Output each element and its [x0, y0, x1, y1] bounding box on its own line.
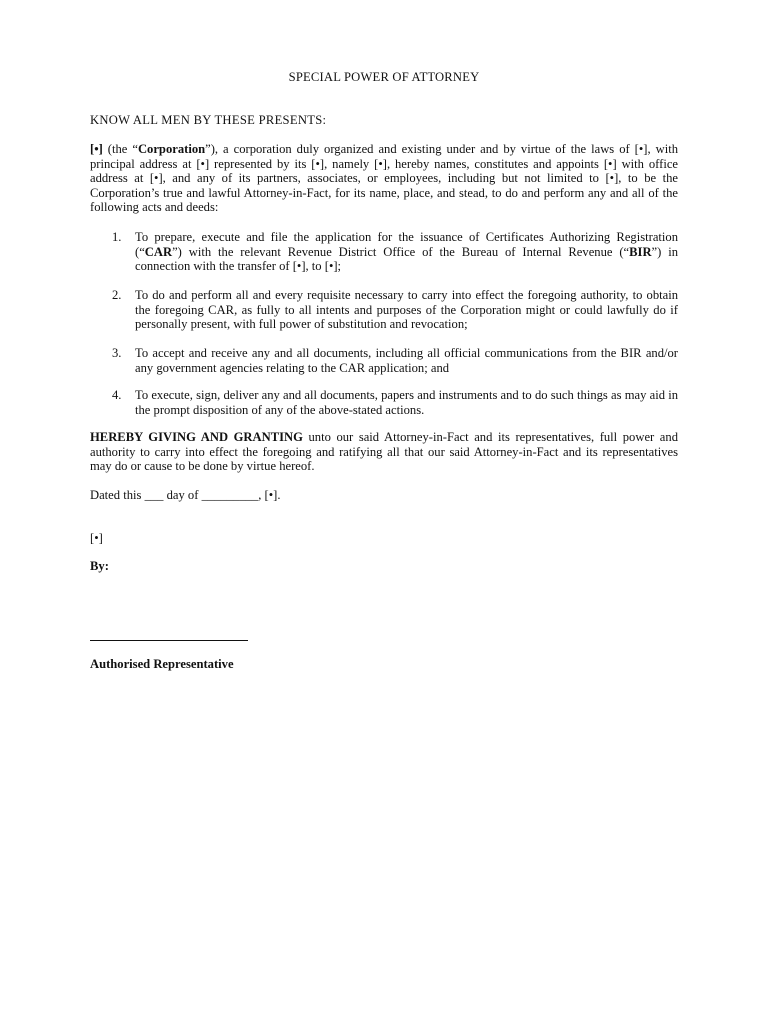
intro-bold-placeholder: [•]: [90, 142, 103, 156]
document-title: SPECIAL POWER OF ATTORNEY: [288, 70, 480, 84]
list-item-number: 2.: [112, 288, 122, 302]
list-item-text: To execute, sign, deliver any and all documents, papers and instruments and to do such things as may aid in the prompt disposition of any of the above-stated actions.: [135, 388, 678, 417]
list-item-text-part3: ”) in connection with the transfer of [•], to [•];: [135, 244, 679, 274]
list-item-text: To do and perform all and every requisite necessary to carry into effect the foregoing authority, to obtain the foregoing CAR, as fully to all intents and purposes of the Corporation might or could lawfully do if personally present, with full power of substitution and revocation;: [135, 288, 678, 332]
signatory-label: Authorised Representative: [90, 657, 234, 671]
dated-line: Dated this ___ day of _________, [•].: [90, 488, 281, 502]
intro-paragraph: [90, 142, 678, 215]
document-heading: KNOW ALL MEN BY THESE PRESENTS:: [90, 113, 327, 127]
list-item-text: To accept and receive any and all documents, including all official communications from the BIR and/or any government agencies relating to the CAR application; and: [135, 346, 678, 375]
list-item-bold-car: CAR: [144, 244, 173, 259]
intro-text-part1: (the “: [102, 142, 138, 156]
list-item-text-part2: ”) with the relevant Revenue District Office of the Bureau of Internal Revenue (“: [172, 244, 630, 259]
party-placeholder: [•]: [90, 531, 103, 545]
intro-bold-corporation: Corporation: [137, 142, 206, 156]
signature-line: [90, 640, 248, 641]
intro-text-part2: ”), a corporation duly organized and existing under and by virtue of the laws of [•], with principal address at [•] represented by its [•], namely [•], hereby names, constitutes and appoints [•] with office address at [•], and any of its partners, associates, or employees, including but not limited to [•], to be the Corporation’s true and lawful Attorney-in-Fact, for its name, place, and stead, to do and perform any and all of the following acts and deeds:: [90, 142, 679, 215]
list-item-text-part1: To prepare, execute and file the application for the issuance of Certificates Authorizing Registration (“: [135, 230, 678, 259]
by-label: By:: [90, 559, 109, 573]
list-item-number: 1.: [112, 230, 122, 244]
granting-paragraph: [90, 430, 678, 474]
granting-text: unto our said Attorney-in-Fact and its representatives, full power and authority to carry into effect the foregoing and ratifying all that our said Attorney-in-Fact and its representatives may do or cause to be done by virtue hereof.: [90, 430, 678, 474]
list-item-number: 3.: [112, 346, 122, 360]
list-item-text: [135, 230, 678, 274]
list-item-number: 4.: [112, 388, 122, 402]
list-item-bold-bir: BIR: [629, 244, 652, 259]
granting-bold-lead: HEREBY GIVING AND GRANTING: [90, 430, 303, 444]
